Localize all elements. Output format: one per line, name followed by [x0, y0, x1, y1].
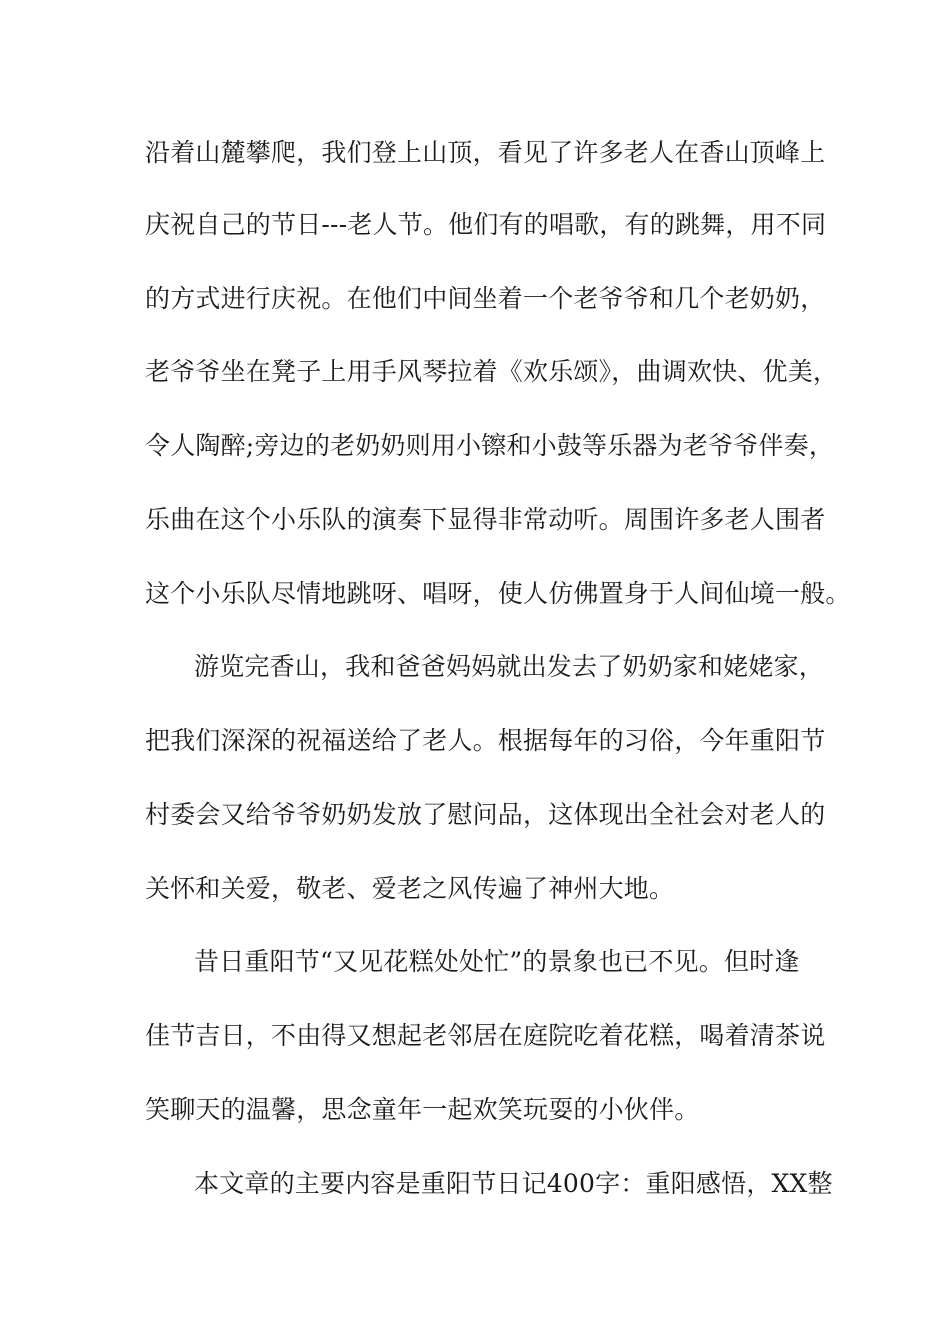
text-line: 把我们深深的祝福送给了老人。根据每年的习俗，今年重阳节	[145, 726, 826, 755]
paragraph-first-line: 本文章的主要内容是重阳节日记400字：重阳感悟，XX整	[194, 1169, 833, 1198]
text-line: 村委会又给爷爷奶奶发放了慰问品，这体现出全社会对老人的	[145, 800, 826, 829]
text-line: 令人陶醉;旁边的老奶奶则用小镲和小鼓等乐器为老爷爷伴奏，	[145, 431, 835, 460]
paragraph-first-line: 昔日重阳节“又见花糕处处忙”的景象也已不见。但时逢	[194, 947, 800, 976]
text-line: 的方式进行庆祝。在他们中间坐着一个老爷爷和几个老奶奶，	[145, 284, 826, 313]
text-line: 沿着山麓攀爬，我们登上山顶，看见了许多老人在香山顶峰上	[145, 138, 826, 167]
paragraph-first-line: 游览完香山，我和爸爸妈妈就出发去了奶奶家和姥姥家，	[194, 652, 825, 681]
text-line: 关怀和关爱，敬老、爱老之风传遍了神州大地。	[145, 874, 675, 903]
text-line: 乐曲在这个小乐队的演奏下显得非常动听。周围许多老人围者	[145, 505, 826, 534]
text-line: 佳节吉日，不由得又想起老邻居在庭院吃着花糕，喝着清茶说	[145, 1021, 826, 1050]
text-line: 笑聊天的温馨，思念童年一起欢笑玩耍的小伙伴。	[145, 1095, 700, 1124]
text-line: 老爷爷坐在凳子上用手风琴拉着《欢乐颂》，曲调欢快、优美，	[145, 357, 839, 386]
text-line: 这个小乐队尽情地跳呀、唱呀，使人仿佛置身于人间仙境一般。	[145, 579, 851, 608]
text-line: 庆祝自己的节日---老人节。他们有的唱歌，有的跳舞，用不同	[145, 210, 827, 239]
